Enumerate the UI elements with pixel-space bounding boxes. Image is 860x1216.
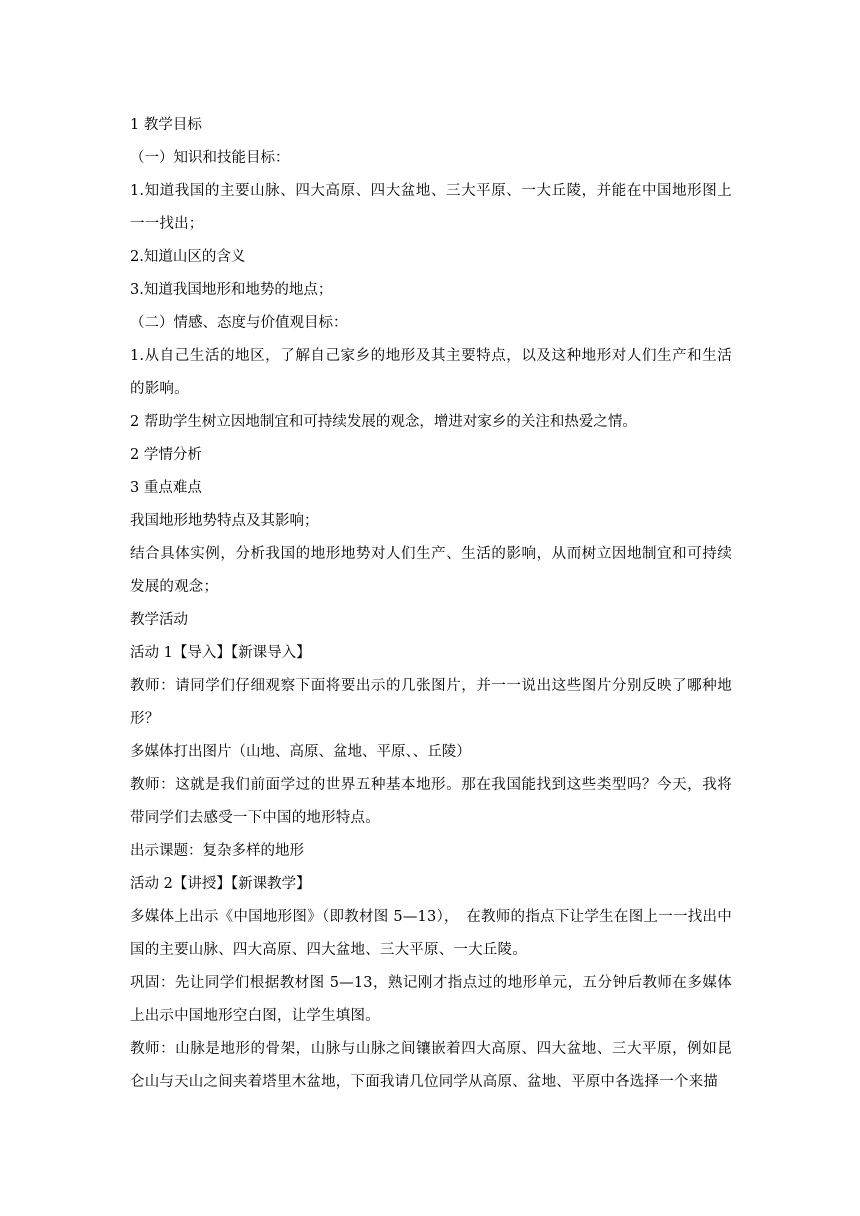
paragraph-objective-2: 2.知道山区的含义 — [130, 249, 246, 265]
paragraph-multimedia-pictures: 多媒体打出图片（山地、高原、盆地、平原、、丘陵） — [130, 744, 471, 760]
heading-teaching-activities: 教学活动 — [130, 612, 188, 628]
heading-key-difficulties: 3 重点难点 — [130, 480, 202, 496]
heading-teaching-objectives: 1 教学目标 — [130, 117, 202, 133]
paragraph-key-point: 我国地形地势特点及其影响； — [130, 513, 319, 529]
paragraph-teacher-five-landforms: 教师：这就是我们前面学过的世界五种基本地形。那在我国能找到这些类型吗？今天，我将带同学们去感受一下中国的地形特点。 — [130, 777, 732, 826]
paragraph-objective-1: 1.知道我国的主要山脉、四大高原、四大盆地、三大平原、一大丘陵，并能在中国地形图上一一找出； — [130, 183, 732, 232]
paragraph-objective-3: 3.知道我国地形和地势的地点； — [130, 282, 333, 298]
document-body — [130, 109, 732, 1099]
heading-activity-1: 活动 1【导入】【新课导入】 — [130, 645, 311, 661]
heading-activity-2: 活动 2【讲授】【新课教学】 — [130, 876, 311, 892]
paragraph-consolidation: 巩固：先让同学们根据教材图 5—13，熟记刚才指点过的地形单元，五分钟后教师在多媒体上出示中国地形空白图，让学生填图。 — [130, 975, 732, 1024]
paragraph-teacher-mountains: 教师：山脉是地形的骨架，山脉与山脉之间镶嵌着四大高原、四大盆地、三大平原，例如昆仑山与天山之间夹着塔里木盆地，下面我请几位同学从高原、盆地、平原中各选择一个来描 — [130, 1041, 732, 1090]
subheading-emotion-attitude: （二）情感、态度与价值观目标： — [130, 315, 348, 331]
paragraph-emotion-1: 1.从自己生活的地区，了解自己家乡的地形及其主要特点，以及这种地形对人们生产和生活的影响。 — [130, 348, 732, 397]
paragraph-emotion-2: 2 帮助学生树立因地制宜和可持续发展的观念，增进对家乡的关注和热爱之情。 — [130, 414, 637, 430]
subheading-knowledge-skills: （一）知识和技能目标： — [130, 150, 290, 166]
paragraph-difficulty: 结合具体实例，分析我国的地形地势对人们生产、生活的影响，从而树立因地制宜和可持续发展的观念； — [130, 546, 732, 595]
paragraph-lesson-title: 出示课题：复杂多样的地形 — [130, 843, 304, 859]
heading-learning-analysis: 2 学情分析 — [130, 447, 202, 463]
paragraph-multimedia-map: 多媒体上出示《中国地形图》（即教材图 5—13）， 在教师的指点下让学生在图上一一找出中国的主要山脉、四大高原、四大盆地、三大平原、一大丘陵。 — [130, 909, 732, 958]
paragraph-teacher-intro: 教师：请同学们仔细观察下面将要出示的几张图片，并一一说出这些图片分别反映了哪种地形？ — [130, 678, 732, 727]
